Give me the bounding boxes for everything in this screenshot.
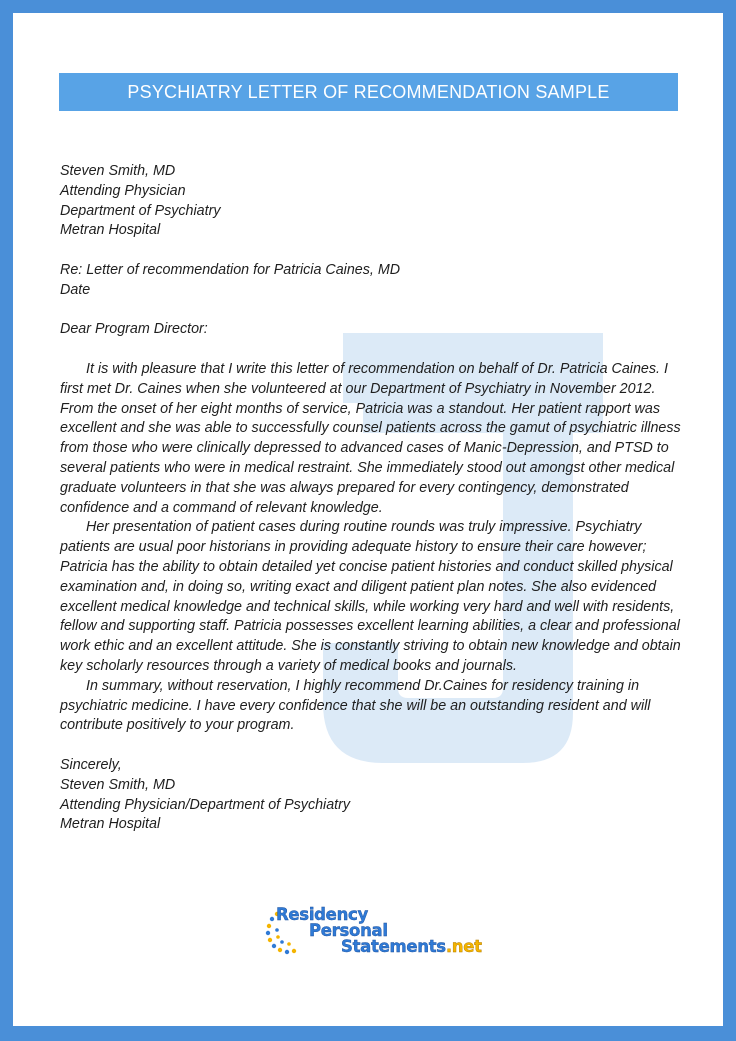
letter-body <box>60 162 685 835</box>
logo-word-2: Personal <box>309 921 388 940</box>
sender-hospital: Metran Hospital <box>60 222 161 239</box>
sender-name: Steven Smith, MD <box>60 163 176 179</box>
body-paragraph-1: It is with pleasure that I write this letter of recommendation on behalf of Dr. Patricia Caines. I first met Dr. Caines when she volunteered at our Department of Psychiatry in November 2012. From the onset of her eight months of service, Patricia was a standout. Her patient rapport was excellent and she was able to successfully counsel patients across the gamut of psychiatric illness from those who were clinically depressed to advanced cases of Manic-Depression, and PTSD to several patients who were in medical restraint. She immediately stood out amongst other medical graduate volunteers in that she was always prepared for every contingency, demonstrated confidence and a command of relevant knowledge. <box>60 360 681 516</box>
logo-suffix: .net <box>445 937 482 956</box>
sender-department: Department of Psychiatry <box>60 202 221 219</box>
letter-page <box>13 13 723 1026</box>
closing-hospital: Metran Hospital <box>60 816 161 833</box>
date-line: Date <box>60 281 91 298</box>
logo-word-1: Residency <box>276 905 368 924</box>
logo-word-3-main: Statements <box>341 937 446 956</box>
page-title-banner <box>59 73 678 111</box>
site-logo <box>263 906 503 966</box>
closing-name: Steven Smith, MD <box>60 776 176 793</box>
logo-word-3 <box>341 938 482 956</box>
body-paragraph-2: Her presentation of patient cases during routine rounds was truly impressive. Psychiatry patients are usual poor historians in providing adequate history to ensure their care however; Patricia has the ability to obtain detailed yet concise patient histories and conduct skilled physical examination and, in doing so, writing exact and diligent patient plan notes. She also evidenced excellent medical knowledge and technical skills, while working very hard and well with residents, fellow and supporting staff. Patricia possesses excellent learning abilities, a clear and professional work ethic and an excellent attitude. She is constantly striving to obtain new knowledge and obtain key scholarly resources through a variety of medical books and journals. <box>60 519 681 674</box>
closing-title: Attending Physician/Department of Psychiatry <box>60 796 351 813</box>
closing-sincerely: Sincerely, <box>60 756 122 773</box>
body-paragraph-3: In summary, without reservation, I highly recommend Dr.Caines for residency training in psychiatric medicine. I have every confidence that she will be an outstanding resident and will contribute positively to your program. <box>60 677 651 734</box>
sender-title: Attending Physician <box>60 182 186 199</box>
salutation: Dear Program Director: <box>60 321 208 338</box>
subject-line: Re: Letter of recommendation for Patricia Caines, MD <box>60 261 401 278</box>
page-title: PSYCHIATRY LETTER OF RECOMMENDATION SAMPLE <box>127 82 610 102</box>
